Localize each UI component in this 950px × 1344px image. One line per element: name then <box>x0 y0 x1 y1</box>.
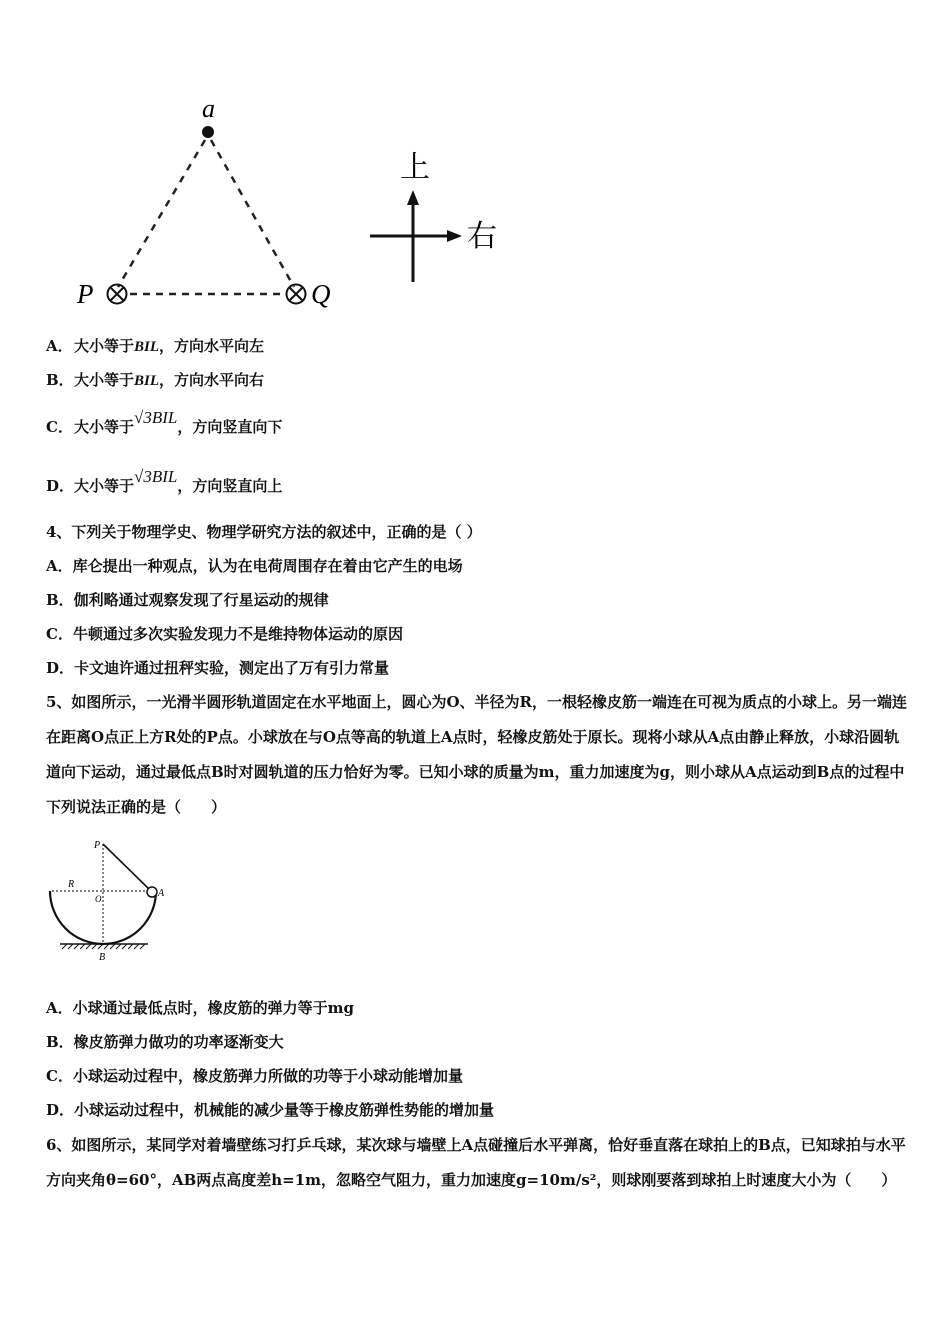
semicircle-track-figure <box>44 836 174 966</box>
q5-option-d[interactable]: D．小球运动过程中，机械能的减少量等于橡皮筋弹性势能的增加量 <box>46 1101 495 1119</box>
dashed-edge-aq <box>211 140 294 287</box>
label-up: 上 <box>400 151 430 184</box>
fig-label-r: R <box>68 879 75 890</box>
q4-option-c[interactable]: C．牛顿通过多次实验发现力不是维持物体运动的原因 <box>46 625 403 643</box>
q3-option-a[interactable]: A．大小等于BIL，方向水平向左 <box>46 337 265 355</box>
q3-option-d[interactable]: D．大小等于√3BIL，方向竖直向上 <box>46 467 283 495</box>
q4-option-a[interactable]: A．库仑提出一种观点，认为在电荷周围存在着由它产生的电场 <box>46 557 463 575</box>
q5-option-a[interactable] <box>46 998 354 1018</box>
ball-icon <box>147 887 157 897</box>
q6-stem: 6、如图所示，某同学对着墙壁练习打乒乓球，某次球与墙壁上A点碰撞后水平弹离，恰好垂直落在球拍上的B点，已知球拍与水平方向夹角θ=60°，AB两点高度差h=1m，忽略空气阻力，重力加速度g=10m/s²，则球刚要落到球拍上时速度大小为（ ） <box>46 1136 906 1189</box>
q5-option-b[interactable]: B．橡皮筋弹力做功的功率逐渐变大 <box>46 1033 284 1051</box>
current-into-page-p-icon <box>108 285 127 304</box>
q5-stem: 5、如图所示，一光滑半圆形轨道固定在水平地面上，圆心为O、半径为R，一根轻橡皮筋一端连在可视为质点的小球上。另一端连在距离O点正上方R处的P点。小球放在与O点等高的轨道上A点时，轻橡皮筋处于原长。现将小球从A点由静止释放，小球沿圆轨道向下运动，通过最低点B时对圆轨道的压力恰好为零。已知小球的质量为m，重力加速度为g，则小球从A点运动到B点的过程中下列说法正确的是（ ） <box>46 693 907 816</box>
q3-option-b[interactable]: B．大小等于BIL，方向水平向右 <box>46 371 265 389</box>
q5-option-a-text: A．小球通过最低点时，橡皮筋的弹力等于mg <box>46 999 354 1017</box>
q4-option-b[interactable]: B．伽利略通过观察发现了行星运动的规律 <box>46 591 329 609</box>
rubber-band-line <box>103 844 149 889</box>
label-p: P <box>77 279 94 309</box>
q4-stem: 4、下列关于物理学史、物理学研究方法的叙述中，正确的是（ ） <box>46 523 482 541</box>
fig-label-b: B <box>99 952 106 963</box>
label-q: Q <box>311 279 331 309</box>
point-a <box>202 126 214 138</box>
fig-label-p: P <box>94 840 101 851</box>
triangle-figure <box>70 95 510 320</box>
fig-label-o: O <box>95 894 102 904</box>
q4-option-d[interactable]: D．卡文迪许通过扭秤实验，测定出了万有引力常量 <box>46 659 390 677</box>
label-a: a <box>202 95 215 123</box>
q3-option-c[interactable]: C．大小等于√3BIL，方向竖直向下 <box>46 408 283 436</box>
fig-label-a: A <box>158 888 165 899</box>
dashed-edge-ap <box>118 140 205 287</box>
q5-option-c[interactable]: C．小球运动过程中，橡皮筋弹力所做的功等于小球动能增加量 <box>46 1067 463 1085</box>
direction-arrows-icon <box>370 190 462 282</box>
current-into-page-q-icon <box>287 285 306 304</box>
label-right: 右 <box>467 220 497 253</box>
